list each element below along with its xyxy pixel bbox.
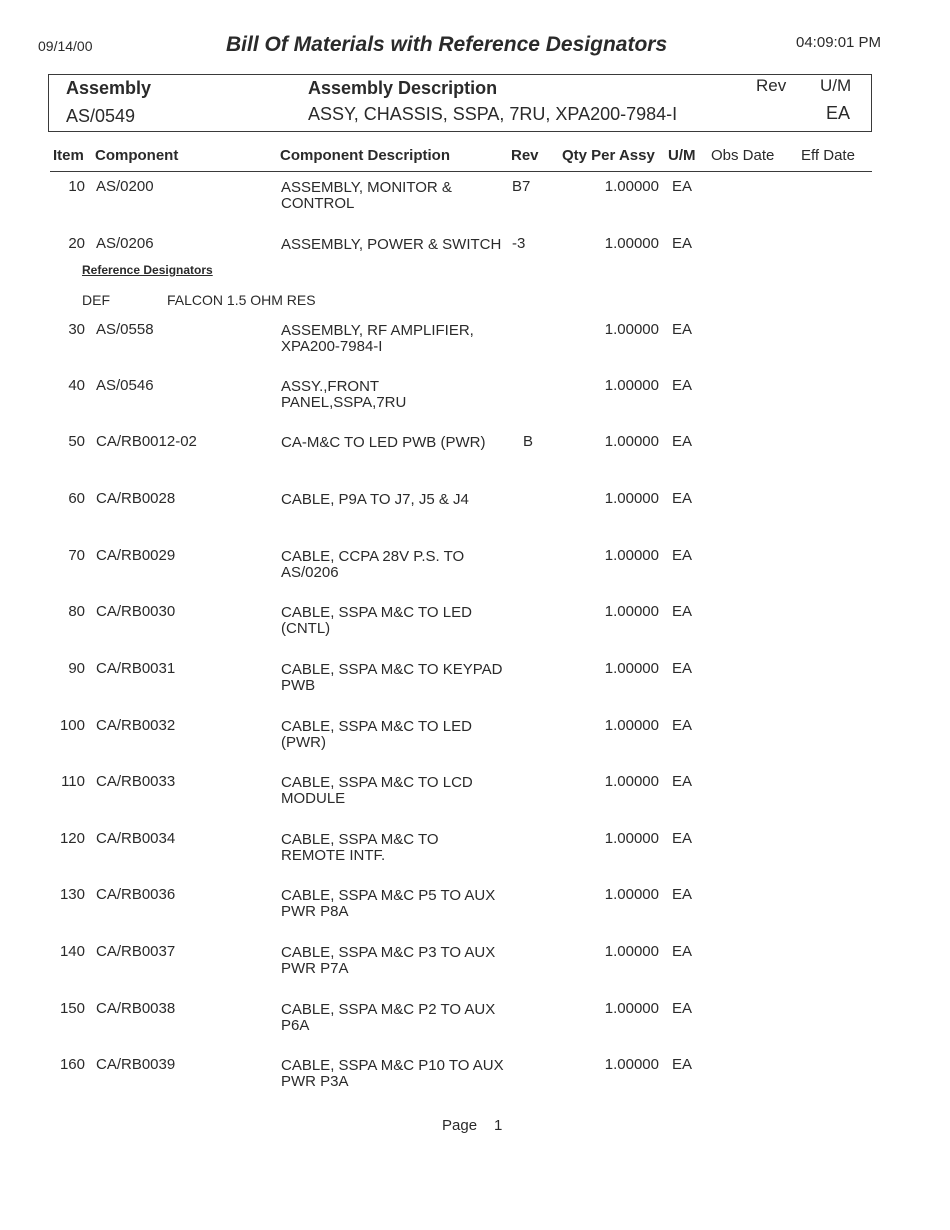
component-number: CA/RB0012-02 xyxy=(96,433,197,450)
qty-per-assy: 1.00000 xyxy=(604,717,659,734)
column-header-description: Component Description xyxy=(280,147,451,164)
item-number: 90 xyxy=(68,660,85,677)
component-rev: -3 xyxy=(512,235,526,252)
component-number: CA/RB0034 xyxy=(96,830,176,847)
assembly-number: AS/0549 xyxy=(66,106,136,126)
item-number: 110 xyxy=(61,773,85,790)
qty-per-assy: 1.00000 xyxy=(604,943,659,960)
qty-per-assy: 1.00000 xyxy=(604,547,659,564)
column-header-um: U/M xyxy=(668,147,696,164)
component-number: AS/0546 xyxy=(96,377,154,394)
component-description: CABLE, SSPA M&C TO LCD MODULE xyxy=(281,774,473,807)
component-number: CA/RB0029 xyxy=(96,547,176,564)
component-number: AS/0558 xyxy=(96,321,154,338)
item-number: 100 xyxy=(59,717,85,734)
qty-per-assy: 1.00000 xyxy=(604,830,659,847)
table-row xyxy=(0,603,950,659)
unit-of-measure: EA xyxy=(672,1056,693,1073)
qty-per-assy: 1.00000 xyxy=(604,178,659,195)
qty-per-assy: 1.00000 xyxy=(604,603,659,620)
table-row xyxy=(0,830,950,886)
unit-of-measure: EA xyxy=(672,660,693,677)
qty-per-assy: 1.00000 xyxy=(604,490,659,507)
component-description: CABLE, SSPA M&C TO KEYPAD PWB xyxy=(281,661,503,694)
unit-of-measure: EA xyxy=(672,433,693,450)
qty-per-assy: 1.00000 xyxy=(604,235,659,252)
component-rev: B xyxy=(523,433,534,450)
item-number: 120 xyxy=(59,830,85,847)
item-number: 20 xyxy=(68,235,85,252)
table-row xyxy=(0,943,950,999)
report-title: Bill Of Materials with Reference Designators xyxy=(226,33,668,56)
assembly-rev-label: Rev xyxy=(756,76,787,95)
component-number: AS/0200 xyxy=(96,178,154,195)
unit-of-measure: EA xyxy=(672,773,693,790)
table-row xyxy=(0,377,950,433)
component-number: AS/0206 xyxy=(96,235,154,252)
table-row xyxy=(0,321,950,377)
assembly-um: EA xyxy=(826,103,851,123)
column-header-eff-date: Eff Date xyxy=(801,147,855,164)
component-number: CA/RB0037 xyxy=(96,943,176,960)
item-number: 10 xyxy=(68,178,85,195)
assembly-description: ASSY, CHASSIS, SSPA, 7RU, XPA200-7984-I xyxy=(308,104,678,124)
item-number: 150 xyxy=(59,1000,85,1017)
table-row xyxy=(0,547,950,603)
reference-designator-code: DEF xyxy=(82,292,110,308)
unit-of-measure: EA xyxy=(672,603,693,620)
item-number: 50 xyxy=(68,433,85,450)
component-description: CABLE, SSPA M&C P3 TO AUX PWR P7A xyxy=(281,944,496,977)
item-number: 130 xyxy=(59,886,85,903)
component-number: CA/RB0028 xyxy=(96,490,176,507)
component-rev: B7 xyxy=(512,178,531,195)
component-description: CABLE, SSPA M&C P10 TO AUX PWR P3A xyxy=(281,1057,504,1090)
column-header-qty: Qty Per Assy xyxy=(562,147,655,164)
component-number: CA/RB0033 xyxy=(96,773,176,790)
table-row xyxy=(0,773,950,829)
component-description: ASSEMBLY, MONITOR & CONTROL xyxy=(281,179,452,212)
component-number: CA/RB0039 xyxy=(96,1056,176,1073)
table-row xyxy=(0,433,950,489)
qty-per-assy: 1.00000 xyxy=(604,1056,659,1073)
assembly-description-label: Assembly Description xyxy=(308,78,498,98)
component-number: CA/RB0031 xyxy=(96,660,176,677)
component-description: ASSEMBLY, RF AMPLIFIER, XPA200-7984-I xyxy=(281,322,474,355)
column-header-obs-date: Obs Date xyxy=(711,147,775,164)
reference-designator-description: FALCON 1.5 OHM RES xyxy=(167,292,316,308)
component-description: ASSEMBLY, POWER & SWITCH xyxy=(281,236,502,253)
table-row xyxy=(0,1000,950,1056)
unit-of-measure: EA xyxy=(672,321,693,338)
item-number: 60 xyxy=(68,490,85,507)
qty-per-assy: 1.00000 xyxy=(604,377,659,394)
table-row xyxy=(0,490,950,546)
component-description: CABLE, CCPA 28V P.S. TO AS/0206 xyxy=(281,548,465,581)
component-description: CABLE, SSPA M&C P2 TO AUX P6A xyxy=(281,1001,496,1034)
report-time: 04:09:01 PM xyxy=(796,34,882,51)
column-header-rule xyxy=(50,171,872,172)
column-header-item: Item xyxy=(53,147,84,164)
component-number: CA/RB0032 xyxy=(96,717,176,734)
unit-of-measure: EA xyxy=(672,886,693,903)
table-row xyxy=(0,886,950,942)
table-row xyxy=(0,1056,950,1112)
item-number: 80 xyxy=(68,603,85,620)
unit-of-measure: EA xyxy=(672,235,693,252)
component-description: CABLE, SSPA M&C TO LED (PWR) xyxy=(281,718,472,751)
component-description: CA-M&C TO LED PWB (PWR) xyxy=(281,434,486,451)
page-number: 1 xyxy=(494,1117,503,1134)
component-number: CA/RB0030 xyxy=(96,603,176,620)
unit-of-measure: EA xyxy=(672,547,693,564)
unit-of-measure: EA xyxy=(672,490,693,507)
component-description: CABLE, P9A TO J7, J5 & J4 xyxy=(281,491,469,508)
unit-of-measure: EA xyxy=(672,178,693,195)
column-header-rev: Rev xyxy=(511,147,539,164)
unit-of-measure: EA xyxy=(672,830,693,847)
table-row xyxy=(0,660,950,716)
qty-per-assy: 1.00000 xyxy=(604,1000,659,1017)
qty-per-assy: 1.00000 xyxy=(604,660,659,677)
component-description: CABLE, SSPA M&C TO LED (CNTL) xyxy=(281,604,472,637)
unit-of-measure: EA xyxy=(672,717,693,734)
item-number: 70 xyxy=(68,547,85,564)
item-number: 140 xyxy=(59,943,85,960)
qty-per-assy: 1.00000 xyxy=(604,773,659,790)
column-header-component: Component xyxy=(95,147,179,164)
component-number: CA/RB0038 xyxy=(96,1000,176,1017)
unit-of-measure: EA xyxy=(672,943,693,960)
assembly-label: Assembly xyxy=(66,78,152,98)
table-row xyxy=(0,178,950,234)
page-label: Page xyxy=(442,1117,478,1134)
report-date: 09/14/00 xyxy=(38,38,93,54)
item-number: 30 xyxy=(68,321,85,338)
component-description: ASSY.,FRONT PANEL,SSPA,7RU xyxy=(281,378,407,411)
item-number: 160 xyxy=(59,1056,85,1073)
item-number: 40 xyxy=(68,377,85,394)
component-number: CA/RB0036 xyxy=(96,886,176,903)
qty-per-assy: 1.00000 xyxy=(604,321,659,338)
qty-per-assy: 1.00000 xyxy=(604,433,659,450)
component-description: CABLE, SSPA M&C P5 TO AUX PWR P8A xyxy=(281,887,496,920)
component-description: CABLE, SSPA M&C TO REMOTE INTF. xyxy=(281,831,439,864)
unit-of-measure: EA xyxy=(672,377,693,394)
assembly-um-label: U/M xyxy=(820,76,852,95)
qty-per-assy: 1.00000 xyxy=(604,886,659,903)
table-row xyxy=(0,717,950,773)
unit-of-measure: EA xyxy=(672,1000,693,1017)
reference-designators-heading: Reference Designators xyxy=(82,263,213,277)
